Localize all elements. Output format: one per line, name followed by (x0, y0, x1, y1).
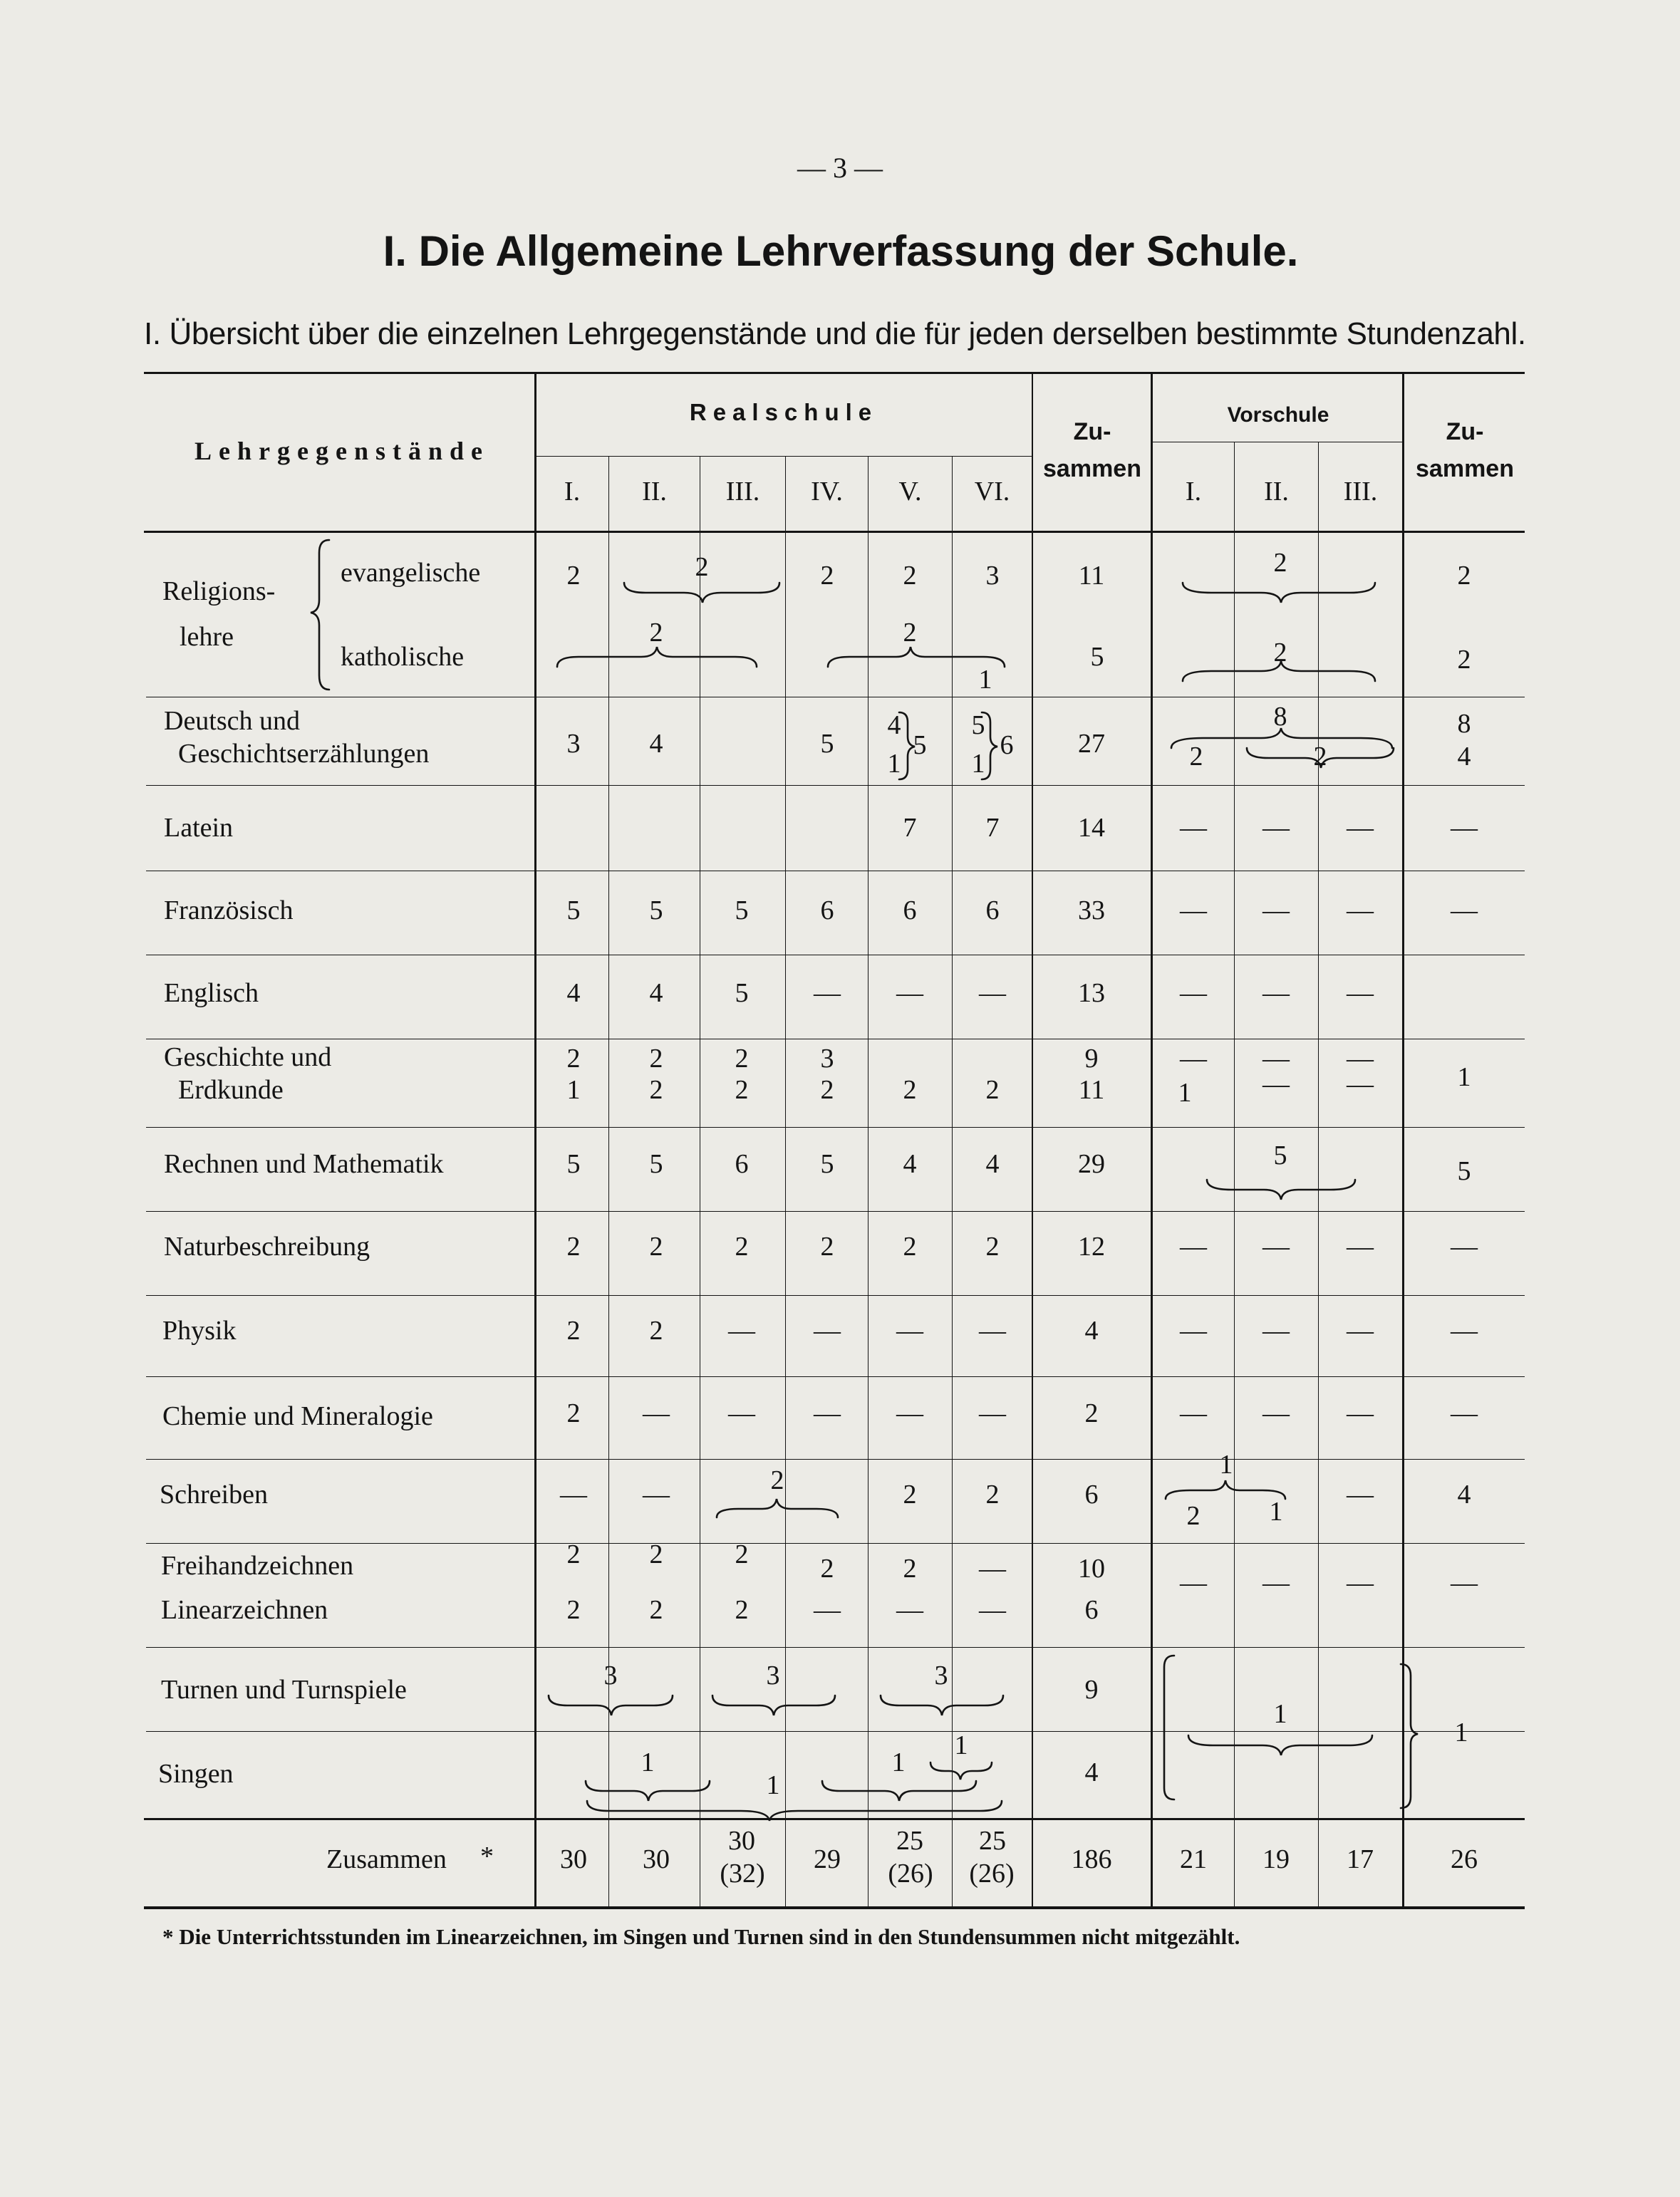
label-zusammen: Zusammen (326, 1844, 447, 1874)
la-r6: 7 (985, 813, 1000, 843)
zus-r5-alt: (26) (888, 1859, 933, 1889)
li-r3: 2 (735, 1595, 749, 1625)
zus-r6-alt: (26) (969, 1859, 1015, 1889)
ph-r6: — (979, 1316, 1006, 1346)
ge-vor2-a: — (1262, 1044, 1290, 1074)
kath-zus-real: 5 (1090, 642, 1104, 672)
ev-r5: 2 (903, 561, 917, 591)
header-subjects: Lehrgegenstände (195, 437, 489, 465)
en-vor3: — (1347, 978, 1374, 1008)
zus-real: 186 (1071, 1844, 1112, 1874)
ge-b-r2: 2 (649, 1075, 663, 1105)
ph-r3: — (728, 1316, 755, 1346)
brace-kath-1 (557, 647, 757, 667)
sc-r34: 2 (770, 1465, 784, 1495)
li-r1: 2 (566, 1595, 581, 1625)
la-vor1: — (1180, 813, 1207, 843)
zus-r3: 30 (728, 1826, 755, 1856)
en-vor1: — (1180, 978, 1207, 1008)
na-zus-vor: — (1451, 1232, 1478, 1262)
ge-b-r5: 2 (903, 1075, 917, 1105)
na-r2: 2 (649, 1232, 663, 1262)
ev-zus-real: 11 (1078, 561, 1105, 591)
tu-zus-real: 9 (1084, 1675, 1099, 1705)
ge-vor2: — (1262, 1069, 1290, 1099)
en-r2: 4 (649, 978, 663, 1008)
ev-r1: 2 (566, 561, 581, 591)
de-vor-1: 2 (1189, 742, 1203, 772)
de-vor-23: 2 (1313, 742, 1327, 772)
en-r1: 4 (566, 978, 581, 1008)
fr-r5: 6 (903, 895, 917, 925)
label-geschichte-1: Geschichte und (164, 1042, 332, 1072)
brace-singen-2 (822, 1781, 976, 1801)
fr-zus-real: 33 (1078, 895, 1105, 925)
na-vor2: — (1262, 1232, 1290, 1262)
li-vor1: — (1180, 1568, 1207, 1598)
ch-r6: — (979, 1398, 1006, 1428)
fr-r4: 6 (820, 895, 834, 925)
class-real-6: VI. (974, 477, 1010, 507)
ph-vor2: — (1262, 1316, 1290, 1346)
label-linear: Linearzeichnen (161, 1595, 328, 1625)
sc-zus-real: 6 (1084, 1480, 1099, 1510)
ev-vor: 2 (1273, 548, 1287, 578)
sc-r2: — (643, 1480, 670, 1510)
ge-vor3-a: — (1347, 1044, 1374, 1074)
re-r1: 5 (566, 1149, 581, 1179)
de-zus-vor-a: 8 (1457, 709, 1471, 739)
zus-r1: 30 (560, 1844, 587, 1874)
li-vor2: — (1262, 1568, 1290, 1598)
label-deutsch-1: Deutsch und (164, 706, 301, 736)
de-r5: 5 (913, 730, 927, 760)
class-vor-1: I. (1185, 477, 1202, 507)
ev-r23: 2 (695, 552, 709, 582)
ch-r2: — (643, 1398, 670, 1428)
ph-r2: 2 (649, 1316, 663, 1346)
fh-r6: — (979, 1554, 1006, 1584)
na-r1: 2 (566, 1232, 581, 1262)
class-real-4: IV. (811, 477, 843, 507)
label-religion-1: Religions- (162, 576, 276, 606)
ge-b-r4: 2 (820, 1075, 834, 1105)
tu-r56: 3 (934, 1661, 948, 1690)
ch-vor3: — (1347, 1398, 1374, 1428)
fr-zus-vor: — (1451, 895, 1478, 925)
fh-r2: 2 (649, 1539, 663, 1569)
de-vor: 8 (1273, 702, 1287, 732)
la-vor3: — (1347, 813, 1374, 843)
label-natur: Naturbeschreibung (164, 1232, 370, 1262)
si-r16: 1 (766, 1770, 780, 1800)
zus-r5: 25 (896, 1826, 923, 1856)
ch-r5: — (896, 1398, 923, 1428)
ev-r4: 2 (820, 561, 834, 591)
fr-vor1: — (1180, 895, 1207, 925)
ge-b-zus: 11 (1078, 1075, 1105, 1105)
fr-r6: 6 (985, 895, 1000, 925)
re-r2: 5 (649, 1149, 663, 1179)
brace-schreiben-real (717, 1499, 838, 1517)
en-r4: — (814, 978, 841, 1008)
li-r2: 2 (649, 1595, 663, 1625)
sc-zus-vor: 4 (1457, 1480, 1471, 1510)
de-zus-real: 27 (1078, 729, 1105, 759)
kath-vor: 2 (1273, 638, 1287, 668)
ev-zus-vor: 2 (1457, 561, 1471, 591)
sc-vor3: — (1347, 1480, 1374, 1510)
en-r5: — (896, 978, 923, 1008)
label-physik: Physik (162, 1316, 237, 1346)
na-r6: 2 (985, 1232, 1000, 1262)
class-real-5: V. (898, 477, 922, 507)
brace-turnen-3 (881, 1695, 1003, 1715)
de-r6-top: 5 (971, 710, 985, 740)
fr-r2: 5 (649, 895, 663, 925)
ge-a-r4: 3 (820, 1044, 834, 1074)
re-zus-vor: 5 (1457, 1156, 1471, 1186)
en-zus-real: 13 (1078, 978, 1105, 1008)
ge-zus-vor: 1 (1457, 1062, 1471, 1092)
ph-zus-vor: — (1451, 1316, 1478, 1346)
fh-r5: 2 (903, 1554, 917, 1584)
sc-r1: — (560, 1480, 587, 1510)
na-zus-real: 12 (1078, 1232, 1105, 1262)
class-real-2: II. (642, 477, 667, 507)
na-r3: 2 (735, 1232, 749, 1262)
ge-a-zus: 9 (1084, 1044, 1099, 1074)
si-zus-real: 4 (1084, 1757, 1099, 1787)
class-real-3: III. (725, 477, 760, 507)
brace-singen-4 (587, 1801, 1002, 1821)
la-zus-vor: — (1451, 813, 1478, 843)
page-number: — 3 — (797, 152, 883, 184)
tu-zus-vor: 1 (1454, 1718, 1468, 1747)
fh-r4: 2 (820, 1554, 834, 1584)
label-chemie: Chemie und Mineralogie (162, 1401, 433, 1431)
label-geschichte-2: Erdkunde (178, 1075, 284, 1105)
li-r5: — (896, 1595, 923, 1625)
ge-a-r3: 2 (735, 1044, 749, 1074)
li-vor3: — (1347, 1568, 1374, 1598)
ge-b-r6: 2 (985, 1075, 1000, 1105)
de-r4: 5 (820, 729, 834, 759)
en-r3: 5 (735, 978, 749, 1008)
label-turnen: Turnen und Turnspiele (161, 1675, 407, 1705)
header-zusammen-vor: Zu- sammen (1416, 418, 1514, 482)
zus-r3-alt: (32) (720, 1859, 765, 1889)
label-latein: Latein (164, 813, 234, 843)
label-franzoesisch: Französisch (164, 895, 294, 925)
ch-zus-real: 2 (1084, 1398, 1099, 1428)
label-deutsch-2: Geschichtserzählungen (178, 739, 430, 769)
label-katholische: katholische (341, 642, 465, 672)
label-singen: Singen (158, 1759, 234, 1789)
de-r3-top: 4 (887, 710, 901, 740)
ch-r1: 2 (566, 1398, 581, 1428)
kath-r6-extra: 1 (978, 665, 992, 695)
re-r5: 4 (903, 1149, 917, 1179)
fh-r1: 2 (566, 1539, 581, 1569)
de-r3-bot: 1 (887, 749, 901, 779)
brace-ev-real (624, 583, 779, 603)
si-r45: 1 (891, 1747, 906, 1777)
fr-r3: 5 (735, 895, 749, 925)
ph-zus-real: 4 (1084, 1316, 1099, 1346)
brace-turnen-1 (549, 1695, 673, 1715)
kath-r46: 2 (903, 618, 917, 648)
na-vor3: — (1347, 1232, 1374, 1262)
de-r6: 6 (1000, 730, 1014, 760)
ge-a-r2: 2 (649, 1044, 663, 1074)
ev-r6: 3 (985, 561, 1000, 591)
kath-zus-vor: 2 (1457, 645, 1471, 675)
de-r2: 4 (649, 729, 663, 759)
bracket-vor-right (1401, 1664, 1418, 1808)
zus-r6: 25 (979, 1826, 1006, 1856)
ge-vor1-a: — (1180, 1044, 1207, 1074)
na-vor1: — (1180, 1232, 1207, 1262)
fr-vor3: — (1347, 895, 1374, 925)
ch-r4: — (814, 1398, 841, 1428)
zus-vor1: 21 (1180, 1844, 1207, 1874)
sc-vor2: 1 (1269, 1497, 1283, 1527)
la-r5: 7 (903, 813, 917, 843)
class-vor-2: II. (1264, 477, 1289, 507)
li-zus-vor: — (1451, 1568, 1478, 1598)
label-schreiben: Schreiben (160, 1480, 268, 1510)
si-r56: 1 (954, 1730, 968, 1760)
li-r6: — (979, 1595, 1006, 1625)
class-vor-3: III. (1343, 477, 1378, 507)
zus-vor3: 17 (1347, 1844, 1374, 1874)
de-r6-bot: 1 (971, 749, 985, 779)
fr-r1: 5 (566, 895, 581, 925)
li-zus-real: 6 (1084, 1595, 1099, 1625)
sc-vor12: 1 (1219, 1450, 1233, 1480)
re-r4: 5 (820, 1149, 834, 1179)
zus-vor: 26 (1451, 1844, 1478, 1874)
zus-vor2: 19 (1262, 1844, 1290, 1874)
footnote-star: * (162, 1924, 174, 1949)
ch-vor1: — (1180, 1398, 1207, 1428)
brace-turnen-vor (1188, 1735, 1372, 1755)
brace-ev-vor (1183, 583, 1375, 603)
brace-rechnen-vor (1207, 1180, 1355, 1200)
si-r12: 1 (641, 1747, 655, 1777)
zus-r2: 30 (643, 1844, 670, 1874)
sc-r5: 2 (903, 1480, 917, 1510)
fr-vor2: — (1262, 895, 1290, 925)
ph-r1: 2 (566, 1316, 581, 1346)
page-title: I. Die Allgemeine Lehrverfassung der Schule. (383, 227, 1299, 275)
ge-vor3: — (1347, 1069, 1374, 1099)
brace-singen-3 (930, 1762, 992, 1780)
ge-b-r3: 2 (735, 1075, 749, 1105)
ge-b-r1: 1 (566, 1075, 581, 1105)
table-caption: I. Übersicht über die einzelnen Lehrgegenstände und die für jeden derselben bestimmte Stundenzahl. (144, 316, 1526, 351)
class-real-1: I. (564, 477, 581, 507)
tu-vor: 1 (1273, 1699, 1287, 1729)
sc-r6: 2 (985, 1480, 1000, 1510)
ge-a-r1: 2 (566, 1044, 581, 1074)
label-freihand: Freihandzeichnen (161, 1551, 354, 1581)
de-zus-vor-b: 4 (1457, 742, 1471, 772)
footnote-text: Die Unterrichtsstunden im Linearzeichnen, im Singen und Turnen sind in den Stundensummen nicht mitgezählt. (179, 1924, 1240, 1949)
header-realschule: Realschule (689, 399, 878, 425)
la-vor2: — (1262, 813, 1290, 843)
fh-zus-real: 10 (1078, 1554, 1105, 1584)
label-evangelische: evangelische (341, 558, 481, 588)
footnote (142, 1922, 1525, 1952)
re-r6: 4 (985, 1149, 1000, 1179)
zus-r4: 29 (814, 1844, 841, 1874)
kath-r13: 2 (649, 618, 663, 648)
bracket-vor-left (1164, 1656, 1174, 1799)
re-r3: 6 (735, 1149, 749, 1179)
fh-r3: 2 (735, 1539, 749, 1569)
ph-vor3: — (1347, 1316, 1374, 1346)
la-zus-real: 14 (1078, 813, 1105, 843)
tu-r34: 3 (766, 1661, 780, 1690)
ge-vor1: 1 (1178, 1078, 1192, 1108)
tu-r12: 3 (603, 1661, 618, 1690)
de-r1: 3 (566, 729, 581, 759)
ph-r5: — (896, 1316, 923, 1346)
en-r6: — (979, 978, 1006, 1008)
religion-brace (311, 540, 329, 690)
brace-singen-1 (586, 1781, 710, 1801)
ch-vor2: — (1262, 1398, 1290, 1428)
li-r4: — (814, 1595, 841, 1625)
label-religion-2: lehre (180, 622, 234, 652)
header-vorschule: Vorschule (1227, 403, 1329, 427)
na-r5: 2 (903, 1232, 917, 1262)
label-rechnen: Rechnen und Mathematik (164, 1149, 444, 1179)
ch-r3: — (728, 1398, 755, 1428)
sc-vor1: 2 (1186, 1501, 1201, 1531)
label-zusammen-star: * (480, 1842, 494, 1871)
ch-zus-vor: — (1451, 1398, 1478, 1428)
en-vor2: — (1262, 978, 1290, 1008)
label-englisch: Englisch (164, 978, 259, 1008)
ph-r4: — (814, 1316, 841, 1346)
brace-turnen-2 (712, 1695, 835, 1715)
re-zus-real: 29 (1078, 1149, 1105, 1179)
ph-vor1: — (1180, 1316, 1207, 1346)
na-r4: 2 (820, 1232, 834, 1262)
header-zusammen-real: Zu- sammen (1043, 418, 1141, 482)
re-vor: 5 (1273, 1141, 1287, 1170)
